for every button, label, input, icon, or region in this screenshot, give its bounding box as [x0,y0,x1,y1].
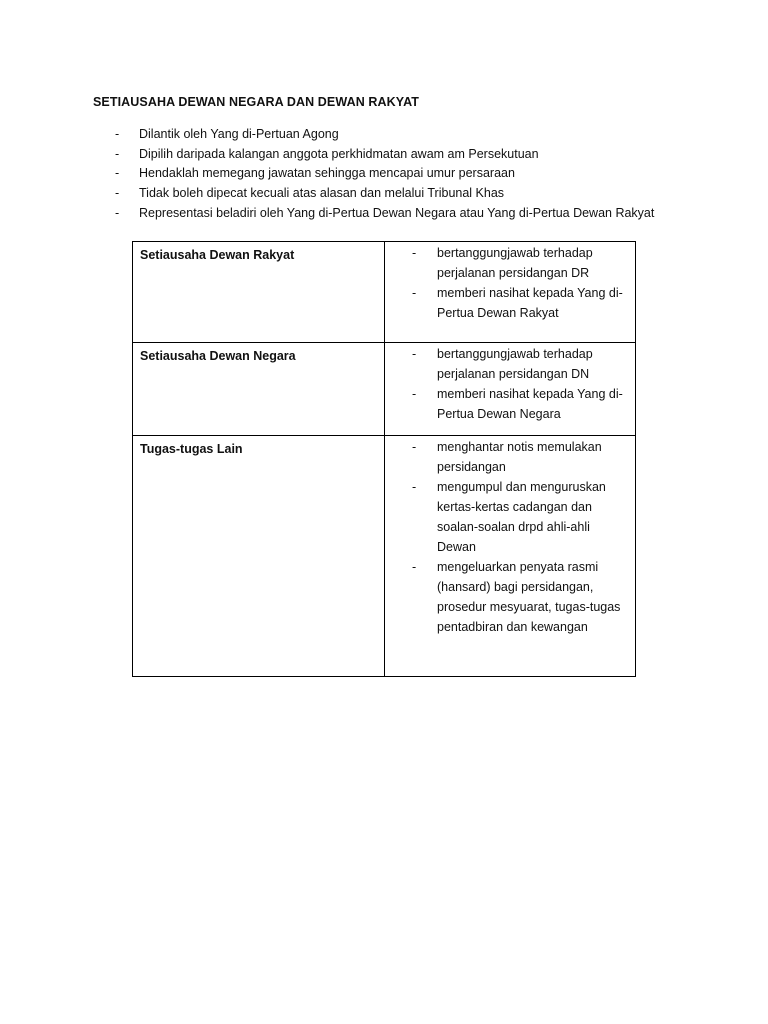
row-label: Setiausaha Dewan Negara [140,349,296,363]
row-label: Setiausaha Dewan Rakyat [140,248,295,262]
duty-text: menghantar notis memulakan persidangan [437,440,602,474]
bullet-marker: - [115,146,120,161]
bullet-list [93,125,654,223]
duty-text: mengumpul dan menguruskan kertas-kertas cadangan dan soalan-soalan drpd ahli-ahli Dewan [437,480,606,554]
table-cell-label [133,343,385,436]
bullet-marker: - [412,387,417,401]
duties-table [132,241,636,677]
document-title: SETIAUSAHA DEWAN NEGARA DAN DEWAN RAKYAT [93,95,420,109]
table-row [133,343,636,436]
bullet-marker: - [412,480,417,494]
bullet-marker: - [115,186,120,201]
bullet-item [93,125,654,145]
duty-text: memberi nasihat kepada Yang di-Pertua Dewan Rakyat [437,286,623,320]
bullet-marker: - [115,205,120,220]
bullet-text: Hendaklah memegang jawatan sehingga mencapai umur persaraan [139,166,515,181]
bullet-marker: - [115,166,120,181]
table-cell-items [385,242,636,343]
table-cell-label [133,242,385,343]
bullet-marker: - [412,560,417,574]
bullet-item [93,145,654,165]
bullet-item [93,184,654,204]
bullet-marker: - [412,440,417,454]
duty-item [385,477,625,557]
bullet-item [93,204,654,224]
table-cell-items [385,343,636,436]
bullet-marker: - [412,246,417,260]
table-row [133,436,636,677]
bullet-text: Dipilih daripada kalangan anggota perkhidmatan awam am Persekutuan [139,146,539,161]
bullet-text: Representasi beladiri oleh Yang di-Pertua Dewan Negara atau Yang di-Pertua Dewan Rakyat [139,205,655,220]
row-label: Tugas-tugas Lain [140,442,243,456]
bullet-item [93,164,654,184]
duty-text: bertanggungjawab terhadap perjalanan persidangan DR [437,246,593,280]
table-cell-items [385,436,636,677]
bullet-marker: - [412,286,417,300]
duty-text: memberi nasihat kepada Yang di-Pertua Dewan Negara [437,387,623,421]
duty-list [385,437,635,637]
bullet-marker: - [412,347,417,361]
duty-item [385,344,625,384]
duty-item [385,384,625,424]
duty-list [385,344,635,424]
bullet-text: Dilantik oleh Yang di-Pertuan Agong [139,127,339,141]
duty-text: mengeluarkan penyata rasmi (hansard) bagi persidangan, prosedur mesyuarat, tugas-tugas pentadbiran dan kewangan [437,560,621,634]
table-row [133,242,636,343]
table-cell-label [133,436,385,677]
bullet-text: Tidak boleh dipecat kecuali atas alasan dan melalui Tribunal Khas [139,186,505,201]
duty-item [385,557,625,637]
duty-item [385,283,625,323]
duty-text: bertanggungjawab terhadap perjalanan persidangan DN [437,347,593,381]
bullet-marker: - [115,127,120,141]
duty-item [385,243,625,283]
duty-list [385,243,635,323]
duty-item [385,437,625,477]
